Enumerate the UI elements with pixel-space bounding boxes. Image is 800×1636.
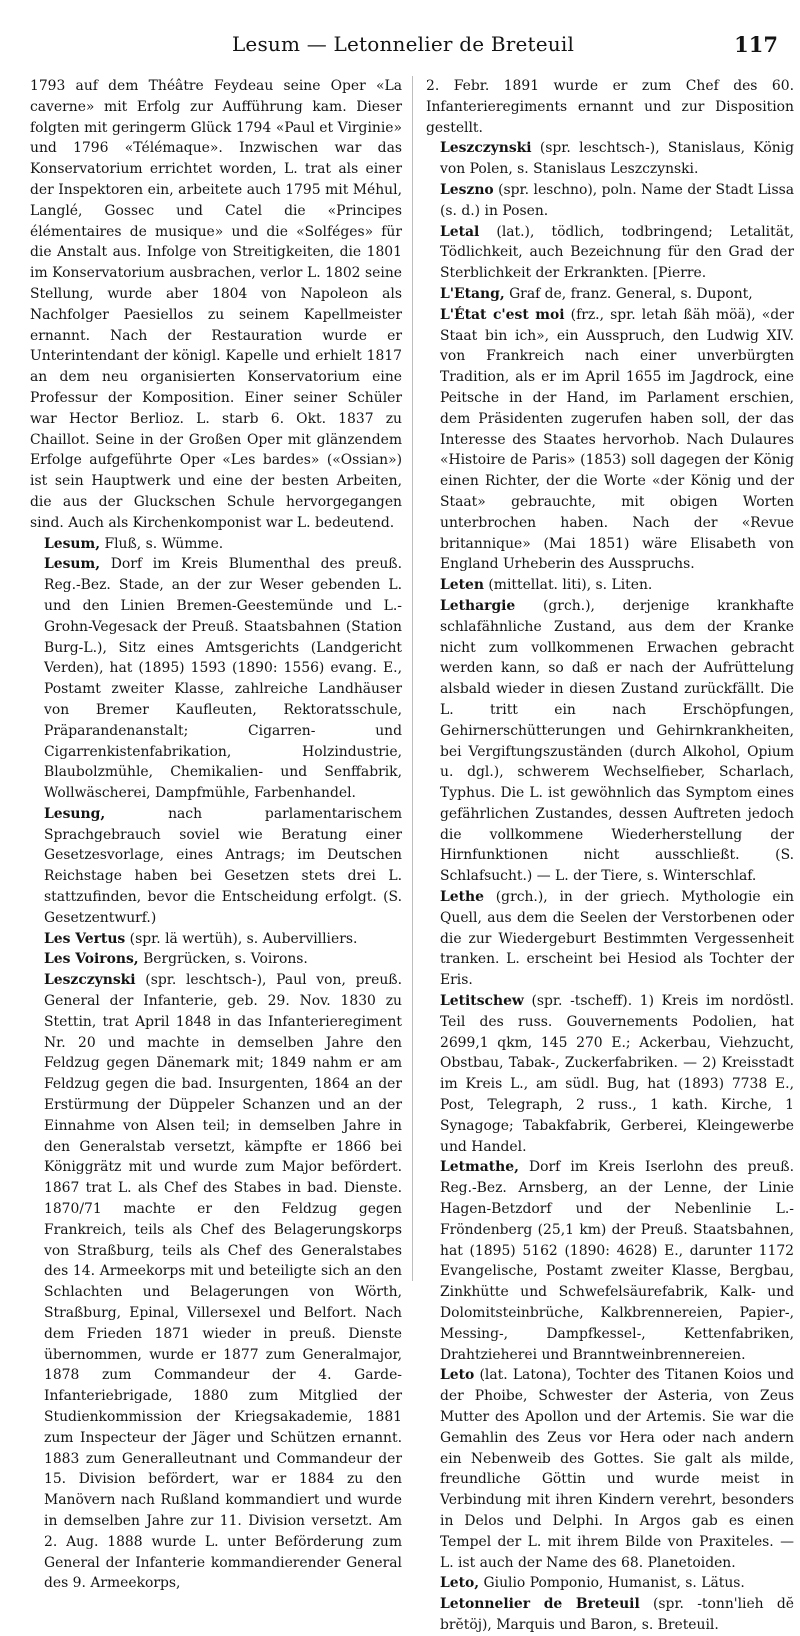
entry-paragraph (30, 534, 402, 555)
entry-headword: Leten (440, 577, 484, 594)
entry-headword: Leszczynski (44, 972, 136, 989)
entry-paragraph (426, 1157, 794, 1365)
entry-paragraph (426, 596, 794, 887)
entry-text: (grch.), derjenige krankhafte schlafähnliche Zustand, aus dem der Kranke nicht zum vollkommenen Erwachen gebracht werden kann, so daß er nach der Aufrüttelung alsbald wieder in diesen Zustand zurückfällt. Die L. tritt ein nach Erschöpfungen, Gehirnerschütterungen und Gehirnkrankheiten, bei Vergiftungszuständen (durch Alkohol, Opium u. dgl.), schwerem Wechselfieber, Scharlach, Typhus. Die L. ist gewöhnlich das Symptom eines gefährlichen Zustandes, dessen Auftreten jedoch die vollkommene Wiederherstellung der Hirnfunktionen nicht ausschließt. (S. Schlafsucht.) — L. der Tiere, s. Winterschlaf. (440, 597, 794, 885)
entry-text: (spr. lä wertüh), s. Aubervilliers. (125, 930, 358, 947)
entry-text: Fluß, s. Wümme. (100, 535, 224, 552)
entry-text: (mittellat. liti), s. Liten. (483, 577, 653, 594)
entry-headword: Lesum, (44, 535, 101, 552)
entry-paragraph (426, 1573, 794, 1594)
entry-headword: Letal (440, 223, 480, 240)
entry-paragraph (426, 991, 794, 1157)
entry-paragraph (30, 929, 402, 950)
entry-headword: Les Voirons, (44, 951, 139, 968)
entry-paragraph (30, 970, 402, 1594)
entry-text: (spr. leschtsch-), Paul von, preuß. General der Infanterie, geb. 29. Nov. 1830 zu Stettin, trat April 1848 in das Infanterieregiment Nr. 20 und machte in demselben Jahre den Feldzug gegen Dänemark mit; 1849 nahm er am Feldzug gegen die bad. Insurgenten, 1864 an der Erstürmung der Düppeler Schanzen und an der Einnahme von Alsen teil; in demselben Jahre in den Generalstab versetzt, kämpfte er 1866 bei Königgrätz mit und wurde zum Major befördert. 1867 trat L. als Chef des Stabes in bad. Dienste. 1870/71 machte er den Feldzug gegen Frankreich, teils als Chef des Belagerungskorps von Straßburg, teils als Chef des Generalstabes des 14. Armeekorps mit und beteiligte sich an den Schlachten und Belagerungen von Wörth, Straßburg, Epinal, Villersexel und Belfort. Nach dem Frieden 1871 wieder in preuß. Dienste übernommen, wurde er 1877 zum Generalmajor, 1878 zum Commandeur der 4. Garde-Infanteriebrigade, 1880 zum Mitglied der Studienkommission der Kriegsakademie, 1881 zum Inspecteur der Jäger und Schützen ernannt. 1883 zum Generalleutnant und Commandeur der 15. Division befördert, war er 1884 zu den Manövern nach Rußland kommandiert und wurde in demselben Jahre zur 11. Division versetzt. Am 2. Aug. 1888 wurde L. unter Beförderung zum General der Infanterie kommandierender General des 9. Armeekorps, (44, 972, 402, 1592)
entry-text: (lat.), tödlich, todbringend; Letalität, Tödlichkeit, auch Bezeichnung für den Grad der Sterblichkeit der Erkrankten. [Pierre. (440, 223, 794, 282)
entry-headword: Lesum, (44, 556, 101, 573)
entry-paragraph (426, 76, 794, 138)
entry-headword: Leszno (440, 181, 494, 198)
entry-headword: L'Etang, (440, 285, 505, 302)
entry-text: (grch.), in der griech. Mythologie ein Quell, aus dem die Seelen der Verstorbenen oder die zur Wiedergeburt Bestimmten Vergessenheit tranken. L. erscheint bei Hesiod als Tochter der Eris. (440, 889, 794, 989)
entry-paragraph (426, 305, 794, 575)
entry-headword: Letmathe, (440, 1159, 519, 1176)
left-column (30, 76, 402, 1594)
running-head: Lesum — Letonnelier de Breteuil (231, 32, 575, 56)
entry-text: Bergrücken, s. Voirons. (138, 951, 308, 968)
entry-text: Giulio Pomponio, Humanist, s. Lätus. (479, 1575, 745, 1592)
entry-text: Graf de, franz. General, s. Dupont, (504, 285, 753, 302)
page-number: 117 (734, 32, 778, 57)
entry-text: (spr. leschno), poln. Name der Stadt Lissa (s. d.) in Posen. (440, 181, 794, 219)
entry-text: (lat. Latona), Tochter des Titanen Koios und der Phoibe, Schwester der Asteria, von Zeus Mutter des Apollon und der Artemis. Sie war die Gemahlin des Zeus vor Hera oder nach andern ein Nebenweib des Gottes. Sie galt als milde, freundliche Göttin und wurde meist in Verbindung mit ihren Kindern verehrt, besonders in Delos und Delphi. In Argos gab es einen Tempel der L. mit ihrem Bilde von Praxiteles. — L. ist auch der Name des 68. Planetoiden. (440, 1367, 794, 1571)
entry-text: (spr. leschtsch-), Stanislaus, König von Polen, s. Stanislaus Leszczynski. (440, 140, 794, 178)
entry-paragraph (30, 554, 402, 804)
entry-paragraph (426, 1365, 794, 1573)
entry-text: 1793 auf dem Théâtre Feydeau seine Oper «La caverne» mit Erfolg zur Aufführung kam. Dieser folgten mit geringerm Glück 1794 «Paul et Virginie» und 1796 «Télémaque». Inzwischen war das Konservatorium errichtet worden, L. trat als einer der Inspektoren ein, arbeitete auch 1795 mit Méhul, Langlé, Gossec und Catel die «Principes élémentaires de musique» und die «Solféges» für die Anstalt aus. Infolge von Streitigkeiten, die 1801 im Konservatorium ausbrachen, verlor L. 1802 seine Stellung, wurde aber 1804 von Napoleon als Nachfolger Paesiellos zu seinem Kapellmeister ernannt. Nach der Restauration wurde er Unterintendant der königl. Kapelle und erhielt 1817 an dem neu organisierten Konservatorium eine Professur der Komposition. Einer seiner Schüler war Hector Berlioz. L. starb 6. Okt. 1837 zu Chaillot. Seine in der Großen Oper mit glänzendem Erfolge aufgeführte Oper «Les bardes» («Ossian») ist sein Hauptwerk und eine der besten Arbeiten, die aus der Gluckschen Schule hervorgegangen sind. Auch als Kirchenkomponist war L. bedeutend. (30, 78, 402, 531)
entry-paragraph (426, 575, 794, 596)
entry-headword: Lethargie (440, 597, 516, 614)
entry-paragraph (30, 949, 402, 970)
entry-headword: Lethe (440, 889, 484, 906)
entry-text: (frz., spr. letah ßäh möä), «der Staat bin ich», ein Ausspruch, den Ludwig XIV. von Frankreich nach einer unverbürgten Tradition, als er im April 1655 im Jagdrock, eine Peitsche in der Hand, im Parlament erschien, dem Präsidenten zugerufen haben soll, der das Interesse des Staates hervorhob. Nach Dulaures «Histoire de Paris» (1853) soll dagegen der König einen Richter, der die Worte «der König und der Staat» gebrauchte, mit obigen Worten unterbrochen haben. Nach der «Revue britannique» (Mai 1851) wäre Elisabeth von England Urheberin des Ausspruchs. (440, 306, 794, 573)
entry-paragraph (426, 180, 794, 222)
entry-paragraph (30, 804, 402, 929)
entry-headword: Leto (440, 1367, 475, 1384)
entry-text: (spr. -tscheff). 1) Kreis im nordöstl. Teil des russ. Gouvernements Podolien, hat 2699,1 qkm, 145 270 E.; Ackerbau, Viehzucht, Obstbau, Tabak-, Zuckerfabriken. — 2) Kreisstadt im Kreis L., am südl. Bug, hat (1893) 7738 E., Post, Telegraph, 2 russ., 1 kath. Kirche, 1 Synagoge; Tabakfabrik, Gerberei, Kleingewerbe und Handel. (440, 993, 794, 1155)
entry-headword: Les Vertus (44, 930, 126, 947)
entry-paragraph (426, 138, 794, 180)
entry-paragraph (426, 284, 794, 305)
entry-text: (spr. -tonn'lieh dĕ brĕtöj), Marquis und Baron, s. Breteuil. (440, 1596, 794, 1633)
entry-text: Dorf im Kreis Iserlohn des preuß. Reg.-Bez. Arnsberg, an der Lenne, der Linie Hagen-Betzdorf und der Nebenlinie L.-Fröndenberg (25,1 km) der Preuß. Staatsbahnen, hat (1895) 5162 (1890: 4628) E., darunter 1172 Evangelische, Postamt zweiter Klasse, Bergbau, Zinkhütte und Schwefelsäurefabrik, Kalk- und Dolomitsteinbrüche, Kalkbrennereien, Papier-, Messing-, Dampfkessel-, Kettenfabriken, Drahtzieherei und Branntweinbrennereien. (440, 1159, 794, 1363)
entry-paragraph (426, 887, 794, 991)
entry-headword: Letonnelier de Breteuil (440, 1596, 640, 1613)
entry-paragraph (30, 76, 402, 534)
entry-headword: Letitschew (440, 993, 524, 1010)
entry-text: Dorf im Kreis Blumenthal des preuß. Reg.-Bez. Stade, an der zur Weser gebenden L. und den Linien Bremen-Geestemünde und L.-Grohn-Vegesack der Preuß. Staatsbahnen (Station Burg-L.), Sitz eines Amtsgerichts (Landgericht Verden), hat (1895) 1593 (1890: 1556) evang. E., Postamt zweiter Klasse, zahlreiche Landhäuser von Bremer Kaufleuten, Rektoratsschule, Präparandenanstalt; Cigarren- und Cigarrenkistenfabrikation, Holzindustrie, Blaubolzmühle, Chemikalien- und Senffabrik, Wollwäscherei, Dampfmühle, Farbenhandel. (44, 556, 402, 802)
right-column (426, 76, 794, 1636)
column-divider (412, 76, 413, 1281)
entry-headword: Leszczynski (440, 140, 532, 157)
entry-headword: Lesung, (44, 805, 106, 822)
entry-headword: L'État c'est moi (440, 306, 565, 323)
entry-headword: Leto, (440, 1575, 480, 1592)
entry-text: nach parlamentarischem Sprachgebrauch soviel wie Beratung einer Gesetzesvorlage, eines Antrags; im Deutschen Reichstage haben bei Gesetzen stets drei L. stattzufinden, bevor die Entscheidung erfolgt. (S. Gesetzentwurf.) (44, 805, 402, 926)
entry-paragraph (426, 1594, 794, 1636)
entry-text: 2. Febr. 1891 wurde er zum Chef des 60. Infanterieregiments ernannt und zur Disposition gestellt. (426, 78, 794, 136)
entry-paragraph (426, 222, 794, 284)
page-header (28, 32, 778, 62)
